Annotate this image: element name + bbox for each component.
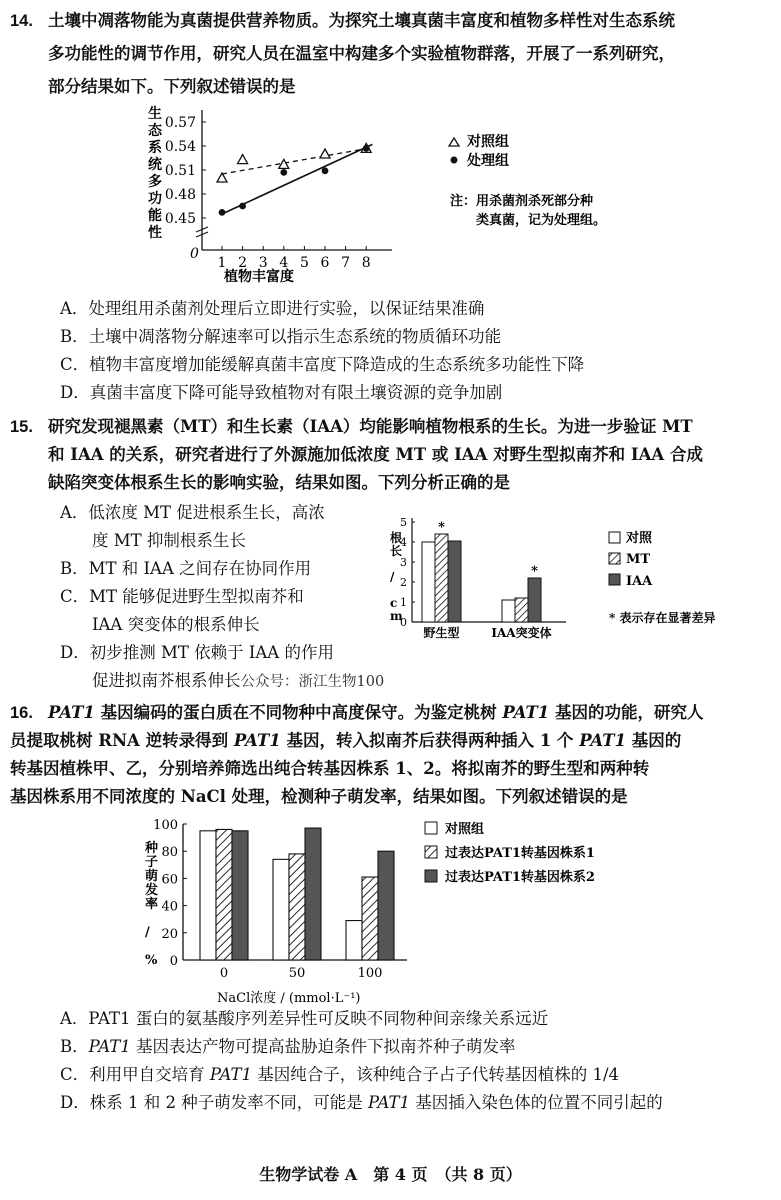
q15-stem-line-1: 研究发现褪黑素（MT）和生长素（IAA）均能影响植物根系的生长。为进一步验证 MT [48, 417, 693, 436]
q16-option-b-text: 基因表达产物可提高盐胁迫条件下拟南芥种子萌发率 [130, 1037, 516, 1056]
q16-stem-1-gene-2: PAT1 [502, 703, 550, 722]
q14-stem-line-2: 多功能性的调节作用，研究人员在温室中构建多个实验植物群落，开展了一系列研究， [48, 44, 675, 63]
bar [435, 534, 448, 622]
ylabel-char: 多 [148, 174, 162, 190]
q16-stem-line-3: 转基因植株甲、乙，分别培养筛选出纯合转基因株系 1、2。将拟南芥的野生型和两种转 [10, 759, 650, 778]
q16-number: 16. [10, 704, 33, 722]
bar [362, 877, 378, 960]
ylabel-char: 子 [145, 855, 159, 870]
q16-stem-1-gene-1: PAT1 [48, 703, 95, 722]
q14-origin-label: 0 [190, 246, 199, 262]
ylabel-char: 生 [148, 106, 162, 122]
ylabel-char [145, 939, 150, 954]
ylabel-char: 根 [390, 531, 403, 545]
q15-bar-chart [370, 512, 770, 652]
ylabel-char [390, 557, 394, 571]
y-tick-label: 0 [400, 616, 407, 629]
ylabel-char: / [145, 925, 150, 940]
y-tick-label: 3 [400, 556, 407, 569]
q14-legend-triangle-icon [449, 138, 459, 146]
x-tick-label: 6 [320, 255, 330, 271]
bar [422, 542, 435, 622]
q15-stem-line-3: 缺陷突变体根系生长的影响实验，结果如图。下列分析正确的是 [48, 473, 510, 492]
y-tick-label: 0 [169, 954, 178, 969]
treated-point [363, 145, 370, 152]
control-point [279, 159, 289, 168]
q15-legend-swatch-iaa [609, 574, 620, 585]
q15-option-d-cont-text: 促进拟南芥根系伸长 [92, 671, 241, 690]
q16-option-a[interactable]: A．PAT1 蛋白的氨基酸序列差异性可反映不同物种间亲缘关系远近 [60, 1009, 549, 1028]
bar [200, 831, 216, 960]
bar [528, 578, 541, 622]
q16-legend-swatch-line2 [425, 870, 437, 882]
q14-scatter-chart [130, 100, 750, 300]
q16-option-b[interactable] [60, 1036, 516, 1058]
q16-legend-line2: 过表达PAT1转基因株系2 [445, 870, 595, 885]
q16-stem-2-gene-2: PAT1 [579, 731, 627, 750]
ylabel-char: 种 [145, 841, 159, 856]
x-tick-label: 4 [279, 255, 289, 271]
q16-legend-swatch-line1 [425, 846, 437, 858]
q14-option-c[interactable]: C．植物丰富度增加能缓解真菌丰富度下降造成的生态系统多功能性下降 [60, 355, 585, 374]
ylabel-char: / [390, 570, 395, 584]
treated-point [322, 167, 329, 174]
category-label: 100 [357, 966, 383, 981]
y-tick-label: 0.45 [164, 211, 196, 227]
q15-significance-note: * 表示存在显著差异 [609, 611, 716, 625]
q14-option-a[interactable]: A．处理组用杀菌剂处理后立即进行实验，以保证结果准确 [60, 299, 485, 318]
ylabel-char [145, 911, 150, 926]
q16-stem-2-text-2: 基因，转入拟南芥后获得两种插入 1 个 [280, 731, 580, 750]
q16-stem-2-text-1: 员提取桃树 RNA 逆转录得到 [10, 731, 234, 750]
q15-option-d[interactable]: D．初步推测 MT 依赖于 IAA 的作用 [60, 643, 334, 662]
q15-legend-swatch-mt [609, 553, 620, 564]
q14-note-line-2: 类真菌，记为处理组。 [476, 213, 607, 228]
category-label: 野生型 [423, 626, 460, 640]
q16-option-c[interactable] [60, 1064, 619, 1086]
q15-legend-mt: MT [626, 552, 651, 567]
q16-option-d-prefix: D．株系 1 和 2 种子萌发率不同，可能是 [60, 1093, 368, 1112]
y-tick-label: 4 [400, 536, 407, 549]
ylabel-char: 性 [148, 225, 162, 241]
q16-xlabel: NaCl浓度 / (mmol·L⁻¹) [217, 991, 361, 1006]
treated-point [280, 169, 287, 176]
y-tick-label: 20 [161, 926, 178, 942]
ylabel-char: c [390, 596, 398, 610]
y-tick-label: 5 [400, 516, 407, 529]
q16-stem-1-text-2: 基因的功能，研究人 [549, 703, 704, 722]
q14-marks [217, 143, 372, 215]
bar [448, 541, 461, 622]
ylabel-char: 功 [148, 191, 162, 207]
q16-legend-line1: 过表达PAT1转基因株系1 [445, 846, 595, 861]
q15-option-d-cont[interactable] [92, 670, 384, 693]
ylabel-char [390, 583, 394, 597]
q16-stem-line-1 [48, 702, 704, 724]
x-tick-label: 5 [299, 255, 309, 271]
q16-stem-line-2 [10, 730, 681, 752]
category-label: IAA突变体 [491, 626, 552, 640]
q14-xlabel: 植物丰富度 [224, 269, 294, 285]
y-tick-label: 2 [400, 576, 407, 589]
q15-legend-control: 对照 [626, 531, 653, 546]
treated-point [219, 209, 226, 216]
x-tick-label: 8 [361, 255, 371, 271]
ylabel-char: 能 [148, 208, 162, 224]
q15-option-c-cont[interactable]: IAA 突变体的根系伸长 [92, 615, 260, 634]
y-tick-label: 1 [400, 596, 407, 609]
bar [289, 854, 305, 960]
category-label: 0 [219, 966, 229, 981]
y-tick-label: 0.48 [164, 187, 196, 203]
q16-stem-2-gene-1: PAT1 [233, 731, 281, 750]
q15-option-b[interactable]: B．MT 和 IAA 之间存在协同作用 [60, 559, 312, 578]
significance-star: * [438, 520, 445, 535]
ylabel-char: 统 [148, 157, 162, 173]
ylabel-char: 发 [145, 883, 159, 898]
q14-option-d[interactable]: D．真菌丰富度下降可能导致植物对有限土壤资源的竞争加剧 [60, 383, 503, 402]
y-tick-label: 0.54 [164, 139, 196, 155]
ylabel-char: 系 [148, 140, 162, 156]
q15-legend-iaa: IAA [626, 574, 653, 589]
watermark: 公众号：浙江生物100 [240, 674, 385, 690]
treated-point [239, 203, 246, 210]
q14-legend-treated: 处理组 [467, 153, 509, 169]
control-point [238, 155, 248, 164]
y-tick-label: 80 [161, 845, 178, 861]
ylabel-char: % [145, 953, 158, 968]
q15-legend-swatch-control [609, 532, 620, 543]
bar [502, 600, 515, 622]
significance-star: * [531, 564, 538, 579]
q16-ylabel [144, 840, 159, 968]
bar [232, 831, 248, 960]
ylabel-char: 态 [148, 123, 162, 139]
bar [216, 829, 232, 960]
y-tick-label: 60 [161, 872, 178, 888]
q16-option-d-text: 基因插入染色体的位置不同引起的 [410, 1093, 663, 1112]
q14-ylabel [148, 105, 163, 241]
y-tick-label: 100 [153, 818, 178, 833]
q15-stem-line-2: 和 IAA 的关系，研究者进行了外源施加低浓度 MT 或 IAA 对野生型拟南芥和 IAA 合成 [48, 445, 703, 464]
q16-option-c-prefix: C．利用甲自交培育 [60, 1065, 210, 1084]
q16-bar-chart [125, 812, 765, 1010]
x-tick-label: 7 [341, 255, 351, 271]
ylabel-char: 长 [390, 544, 403, 558]
page-footer: 生物学试卷 A 第 4 页 （共 8 页） [259, 1165, 522, 1184]
control-point [217, 173, 227, 182]
q15-option-a-cont[interactable]: 度 MT 抑制根系生长 [92, 531, 246, 550]
ylabel-char: 率 [145, 897, 159, 912]
q16-stem-line-4: 基因株系用不同浓度的 NaCl 处理，检测种子萌发率，结果如图。下列叙述错误的是 [10, 787, 628, 806]
q16-option-d[interactable] [60, 1092, 663, 1114]
q15-number: 15. [10, 418, 33, 436]
x-tick-label: 2 [238, 255, 248, 271]
bar [305, 828, 321, 960]
q14-option-b[interactable]: B．土壤中凋落物分解速率可以指示生态系统的物质循环功能 [60, 327, 502, 346]
category-label: 50 [288, 966, 306, 981]
q16-stem-2-text-3: 基因的 [626, 731, 682, 750]
x-tick-label: 1 [217, 255, 227, 271]
bar [515, 598, 528, 622]
q14-number: 14. [10, 12, 33, 30]
x-tick-label: 3 [258, 255, 268, 271]
bar [273, 859, 289, 960]
q16-option-c-gene: PAT1 [209, 1065, 252, 1084]
control-point [320, 149, 330, 158]
q16-option-d-gene: PAT1 [367, 1093, 411, 1112]
y-tick-label: 0.51 [164, 163, 196, 179]
q14-legend-dot-icon [451, 157, 458, 164]
y-tick-label: 0.57 [164, 115, 196, 131]
bar [346, 921, 362, 960]
q16-option-b-prefix: B． [60, 1037, 89, 1056]
q16-option-b-gene: PAT1 [88, 1037, 131, 1056]
q14-stem-line-3: 部分结果如下。下列叙述错误的是 [48, 77, 296, 96]
q14-note-line-1: 注：用杀菌剂杀死部分种 [450, 194, 594, 209]
q16-legend-control: 对照组 [445, 822, 485, 837]
q16-stem-1-text-1: 基因编码的蛋白质在不同物种中高度保守。为鉴定桃树 [94, 703, 503, 722]
ylabel-char: 萌 [145, 869, 159, 884]
q15-option-a[interactable]: A．低浓度 MT 促进根系生长，高浓 [60, 503, 325, 522]
q14-stem-line-1: 土壤中凋落物能为真菌提供营养物质。为探究土壤真菌丰富度和植物多样性对生态系统 [48, 11, 675, 30]
q15-option-c[interactable]: C．MT 能够促进野生型拟南芥和 [60, 587, 304, 606]
bar [378, 851, 394, 960]
q16-marks [200, 828, 394, 981]
q14-legend-control: 对照组 [467, 134, 509, 150]
q16-option-c-text: 基因纯合子，该种纯合子占子代转基因植株的 1/4 [251, 1065, 620, 1084]
y-tick-label: 40 [161, 899, 178, 915]
q16-legend-swatch-control [425, 822, 437, 834]
ylabel-char: m [390, 609, 403, 623]
